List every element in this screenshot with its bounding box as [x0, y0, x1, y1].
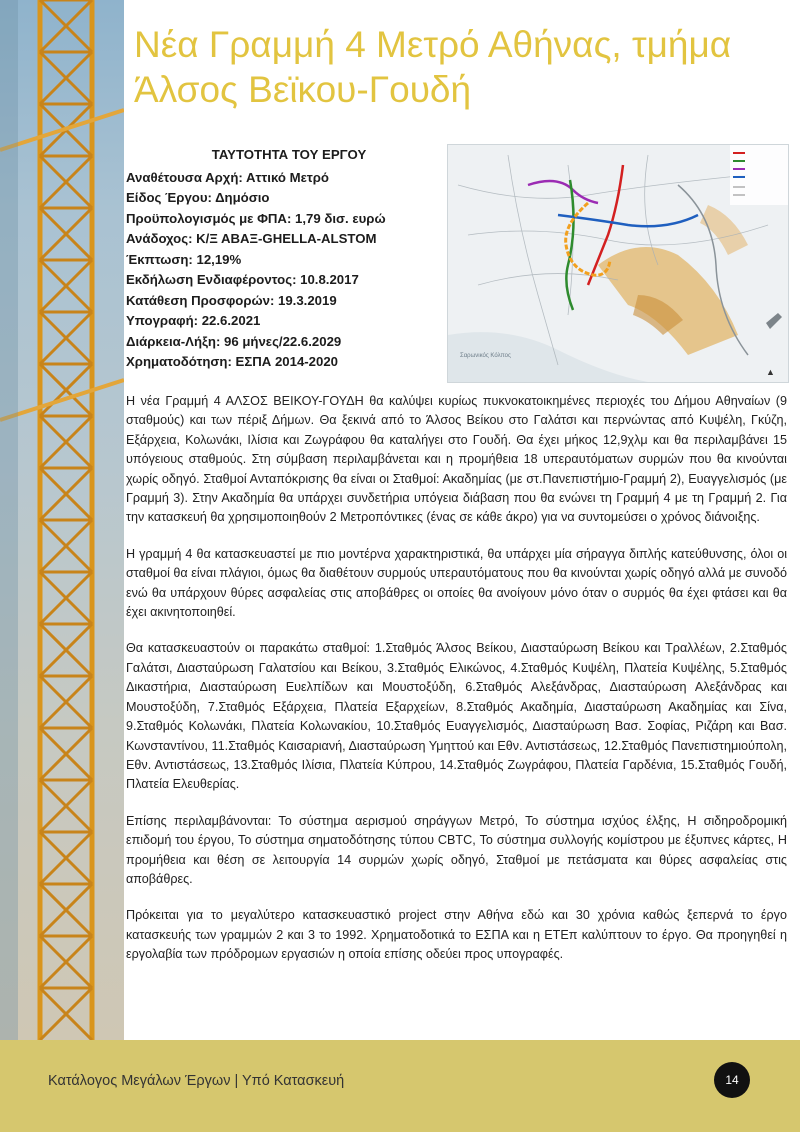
identity-row: Διάρκεια-Λήξη: 96 μήνες/22.6.2029	[126, 333, 342, 349]
paragraph: Θα κατασκευαστούν οι παρακάτω σταθμοί: 1.Σταθμός Άλσος Βείκου, Διασταύρωση Βείκου και Τραλλέων, 2.Σταθμός Γαλάτσι, Διασταύρωση Γαλατσίου και Βείκου, 3.Σταθμός Ελικώνος, 4.Σταθμός Κυψέλη, Πλατεία Κυψέλης, 5.Σταθμός Δικαστήρια, Διασταύρωση Ευελπίδων και Μουστοξύδη, 6.Σταθμός Αλεξάνδρας, Διασταύρωση Αλεξάνδρας και Μουστοξύδη, 7.Σταθμός Εξάρχεια, Πλατεία Εξαρχείων, 8.Σταθμός Ακαδημία, Διασταύρωση Ακαδημίας και Σίνα, 9.Σταθμός Κολωνάκι, Πλατεία Κολωνακίου, 10.Σταθμός Ευαγγελισμός, Διασταύρωση Βασ. Σοφίας, Ριζάρη και Βασ. Κωνσταντίνου, 11.Σταθμός Καισαριανή, Διασταύρωση Υμηττού και Εθν. Αντιστάσεως, 12.Σταθμός Πανεπιστημιούπολη, Εθν. Αντιστάσεως, 13.Σταθμός Ιλίσια, Πλατεία Κύπρου, 14.Σταθμός Ζωγράφου, Πλατεία Γαρδένια, 15.Σταθμός Γουδή, Πλατεία Ελευθερίας.	[126, 641, 787, 792]
identity-row: Εκδήλωση Ενδιαφέροντος: 10.8.2017	[126, 272, 359, 287]
identity-row: Χρηματοδότηση: ΕΣΠΑ 2014-2020	[126, 354, 339, 369]
footer-text: Κατάλογος Μεγάλων Έργων | Υπό Κατασκευή	[48, 1073, 345, 1089]
map-legend	[730, 145, 788, 205]
identity-heading: ΤΑΥΤΟΤΗΤΑ ΤΟΥ ΕΡΓΟΥ	[211, 147, 367, 162]
identity-row: Είδος Έργου: Δημόσιο	[126, 190, 270, 205]
metro-map	[447, 144, 789, 383]
paragraph: Η γραμμή 4 θα κατασκευαστεί με πιο μοντέρνα χαρακτηριστικά, θα υπάρχει μία σήραγγα διπλής κατεύθυνσης, όλοι οι σταθμοί θα είναι πλάγιοι, όμως θα διαθέτουν συρμούς υπεραυτόματους που θα κινούνται χωρίς οδηγό αλλά με συνοδό ενώ θα υπάρχουν θύρες ασφαλείας στις αποβάθρες οι οποίες θα ανοίγουν μόνο όταν ο συρμός θα έχει φτάσει και θα έχει ακινητοποιηθεί.	[126, 546, 787, 620]
identity-row: Ανάδοχος: Κ/Ξ ΑΒΑΞ-GHELLA-ALSTOM	[126, 231, 377, 246]
metro-map-drawing	[448, 145, 788, 382]
identity-row: Κατάθεση Προσφορών: 19.3.2019	[126, 292, 337, 308]
north-arrow-icon: ▲	[766, 367, 775, 377]
page-title: Νέα Γραμμή 4 Μετρό Αθήνας, τμήμα Άλσος Βεϊκου-Γουδή	[134, 24, 732, 110]
identity-row: Αναθέτουσα Αρχή: Αττικό Μετρό	[126, 169, 329, 185]
page-number-badge: 14	[714, 1062, 750, 1098]
paragraph: Πρόκειται για το μεγαλύτερο κατασκευαστικό project στην Αθήνα εδώ και 30 χρόνια καθώς ξεπερνά το έργο κατασκευής των γραμμών 2 και 3 το 1992. Χρηματοδοτικά το ΕΣΠΑ και η ΕΤΕπ καλύπτουν το έργο. Θα προηγηθεί η εργολαβία των πρόδρομων εργασιών η οποία επίσης οδεύει προς υπογραφές.	[126, 908, 787, 962]
identity-row: Υπογραφή: 22.6.2021	[126, 313, 261, 328]
paragraph: Επίσης περιλαμβάνονται: Το σύστημα αερισμού σηράγγων Μετρό, Το σύστημα ισχύος έλξης, Η σιδηροδρομική επιδομή του έργου, Το σύστημα σηματοδότησης τύπου CBTC, Το σύστημα συλλογής κομίστρου με έξυπνες κάρτες, Η προμήθεια και θέση σε λειτουργία 14 συρμών χωρίς οδηγό, Σταθμοί με πετάσματα και θύρες ασφαλείας στις αποβάθρες.	[126, 813, 787, 886]
identity-row: Έκπτωση: 12,19%	[126, 251, 242, 267]
sea-label: Σαρωνικός Κόλπος	[460, 353, 511, 359]
project-identity	[126, 145, 438, 373]
crane-photo	[0, 0, 124, 1040]
body-text	[126, 392, 787, 982]
paragraph: Η νέα Γραμμή 4 ΑΛΣΟΣ ΒΕΙΚΟΥ-ΓΟΥΔΗ θα καλύψει κυρίως πυκνοκατοικημένες περιοχές του Δήμου Αθηναίων (9 σταθμούς) και των πέριξ Δήμων. Θα ξεκινά από το Άλσος Βείκου στο Γαλάτσι και περνώντας από Κυψέλη, Γκύζη, Εξάρχεια, Κολωνάκι, Ιλίσια και Ζωγράφου θα καταλήγει στο Γουδή. Θα έχει μήκος 12,9χλμ και θα περιλαμβάνει 15 υπόγειους σταθμούς. Στη σύμβαση περιλαμβάνεται και η προμήθεια 18 υπεραυτόματων συρμών που θα κινούνται χωρίς οδηγό. Σταθμοί Ανταπόκρισης θα είναι οι Σταθμοί: Ακαδημίας (με στ.Πανεπιστήμιο-Γραμμή 2), Ευαγγελισμός (με Γραμμή 3). Στην Ακαδημία θα υπάρχει συνδετήρια υπόγεια διάβαση που θα ενώνει τη Γραμμή 4 με τη Γραμμή 2. Για την κατασκευή θα χρησιμοποιηθούν 2 Μετροπόντικες (ένας σε κάθε άκρο) για να συντομεύσει ο χρόνος διάνοιξης.	[126, 394, 787, 525]
identity-row: Προϋπολογισμός με ΦΠΑ: 1,79 δισ. ευρώ	[126, 210, 386, 226]
footer-band	[0, 1040, 800, 1132]
crane-illustration	[0, 0, 124, 1040]
